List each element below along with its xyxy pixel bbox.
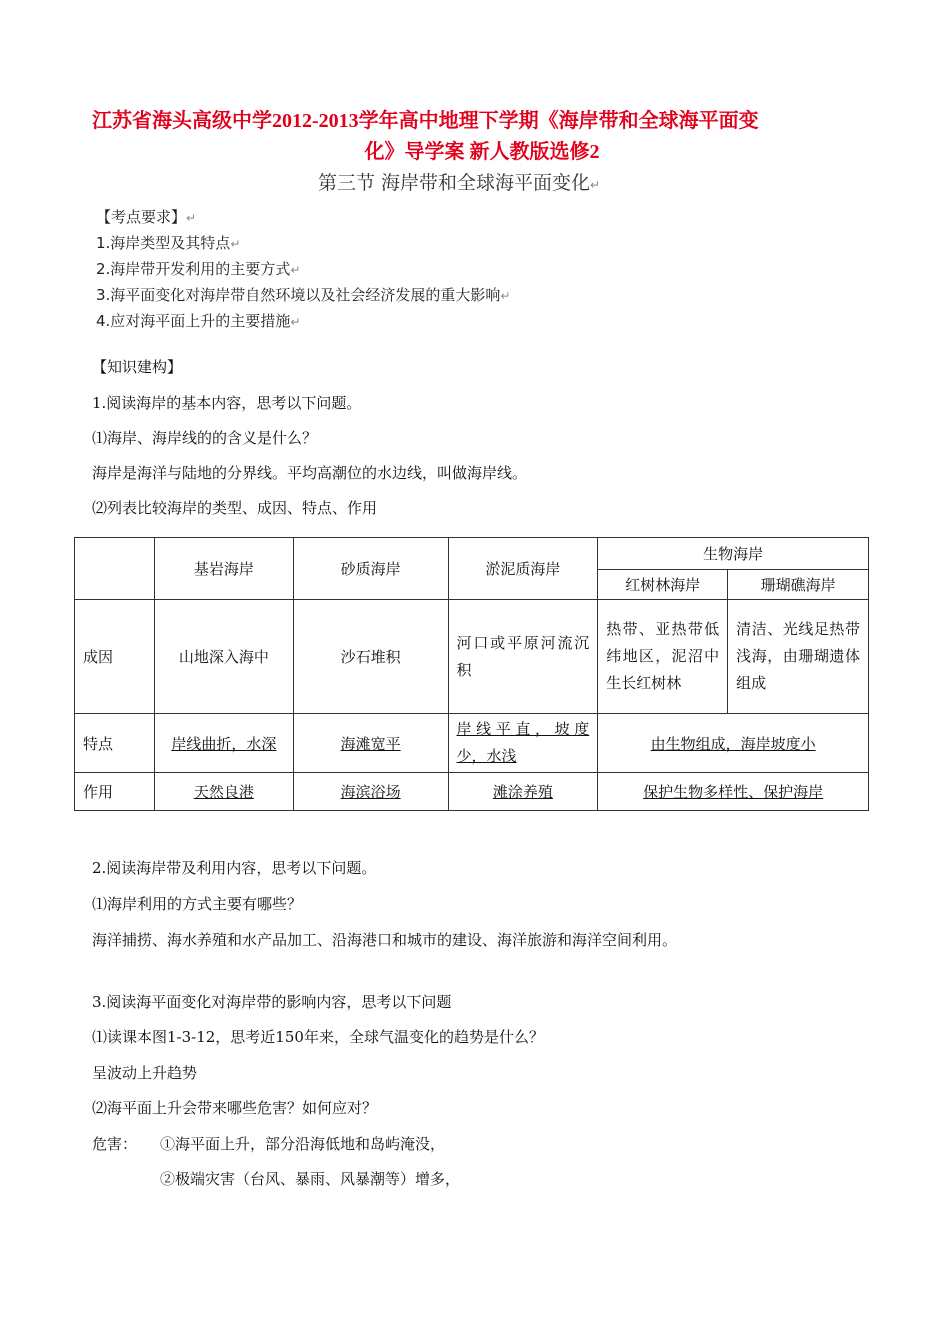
row-label-cause: 成因: [75, 600, 155, 714]
question-1: 1.阅读海岸的基本内容，思考以下问题。: [92, 394, 362, 412]
title-line-1: 江苏省海头高级中学2012-2013学年高中地理下学期《海岸带和全球海平面变: [92, 110, 759, 132]
harm-item-1: ①海平面上升，部分沿海低地和岛屿淹没，: [160, 1135, 446, 1153]
cell-use-silt: 滩涂养殖: [448, 773, 598, 811]
knowledge-heading: 【知识建构】: [92, 358, 183, 376]
document-title: [92, 106, 872, 168]
cell-cause-sandy: 沙石堆积: [293, 600, 448, 714]
cell-cause-mangrove: 热带、亚热带低纬地区，泥沼中生长红树林: [598, 600, 728, 714]
title-line-2: 化》导学案 新人教版选修2: [364, 141, 600, 163]
cell-use-bio: 保护生物多样性、保护海岸: [598, 773, 869, 811]
requirement-item: 2.海岸带开发利用的主要方式↵: [96, 260, 301, 278]
question-2-1: ⑴海岸利用的方式主要有哪些？: [92, 895, 303, 913]
answer-2-1: 海洋捕捞、海水养殖和水产品加工、沿海港口和城市的建设、海洋旅游和海洋空间利用。: [92, 931, 678, 949]
row-label-feature: 特点: [75, 714, 155, 773]
coast-comparison-table: [74, 537, 869, 811]
paragraph-mark-icon: ↵: [290, 315, 301, 329]
table-corner-cell: [75, 538, 155, 600]
question-1-2: ⑵列表比较海岸的类型、成因、特点、作用: [92, 499, 378, 517]
cell-cause-silt: 河口或平原河流沉积: [448, 600, 598, 714]
answer-3-1: 呈波动上升趋势: [92, 1064, 198, 1082]
header-coral: 珊瑚礁海岸: [728, 570, 869, 600]
answer-1-1: 海岸是海洋与陆地的分界线。平均高潮位的水边线，叫做海岸线。: [92, 464, 528, 482]
section-title: [318, 168, 600, 195]
paragraph-mark-icon: ↵: [500, 289, 511, 303]
requirements-heading: 【考点要求】↵: [96, 208, 197, 226]
header-mangrove: 红树林海岸: [598, 570, 728, 600]
cell-feature-silt: 岸线平直，坡度少，水浅: [448, 714, 598, 773]
cell-feature-sandy: 海滩宽平: [293, 714, 448, 773]
cell-feature-bedrock: 岸线曲折，水深: [154, 714, 293, 773]
header-silt: 淤泥质海岸: [448, 538, 598, 600]
header-bedrock: 基岩海岸: [154, 538, 293, 600]
paragraph-mark-icon: ↵: [186, 211, 197, 225]
harm-label: 危害：: [92, 1135, 138, 1153]
paragraph-mark-icon: ↵: [230, 237, 241, 251]
question-1-1: ⑴海岸、海岸线的的含义是什么？: [92, 429, 318, 447]
requirement-item: 4.应对海平面上升的主要措施↵: [96, 312, 301, 330]
question-3-2: ⑵海平面上升会带来哪些危害？如何应对？: [92, 1099, 378, 1117]
harm-item-2: ②极端灾害（台风、暴雨、风暴潮等）增多，: [160, 1170, 461, 1188]
header-bio: 生物海岸: [598, 538, 869, 570]
cell-feature-bio: 由生物组成，海岸坡度小: [598, 714, 869, 773]
section-title-text: 第三节 海岸带和全球海平面变化: [318, 172, 591, 194]
question-2: 2.阅读海岸带及利用内容，思考以下问题。: [92, 859, 377, 877]
question-3-1: ⑴读课本图1-3-12，思考近150年来，全球气温变化的趋势是什么？: [92, 1028, 544, 1046]
requirement-item: 1.海岸类型及其特点↵: [96, 234, 241, 252]
cell-use-bedrock: 天然良港: [154, 773, 293, 811]
requirements-block: [96, 204, 510, 334]
row-label-use: 作用: [75, 773, 155, 811]
paragraph-mark-icon: ↵: [290, 263, 301, 277]
cell-cause-bedrock: 山地深入海中: [154, 600, 293, 714]
paragraph-mark-icon: ↵: [590, 178, 601, 192]
cell-cause-coral: 清洁、光线足热带浅海，由珊瑚遗体组成: [728, 600, 869, 714]
header-sandy: 砂质海岸: [293, 538, 448, 600]
cell-use-sandy: 海滨浴场: [293, 773, 448, 811]
question-3: 3.阅读海平面变化对海岸带的影响内容，思考以下问题: [92, 993, 452, 1011]
requirement-item: 3.海平面变化对海岸带自然环境以及社会经济发展的重大影响↵: [96, 286, 511, 304]
